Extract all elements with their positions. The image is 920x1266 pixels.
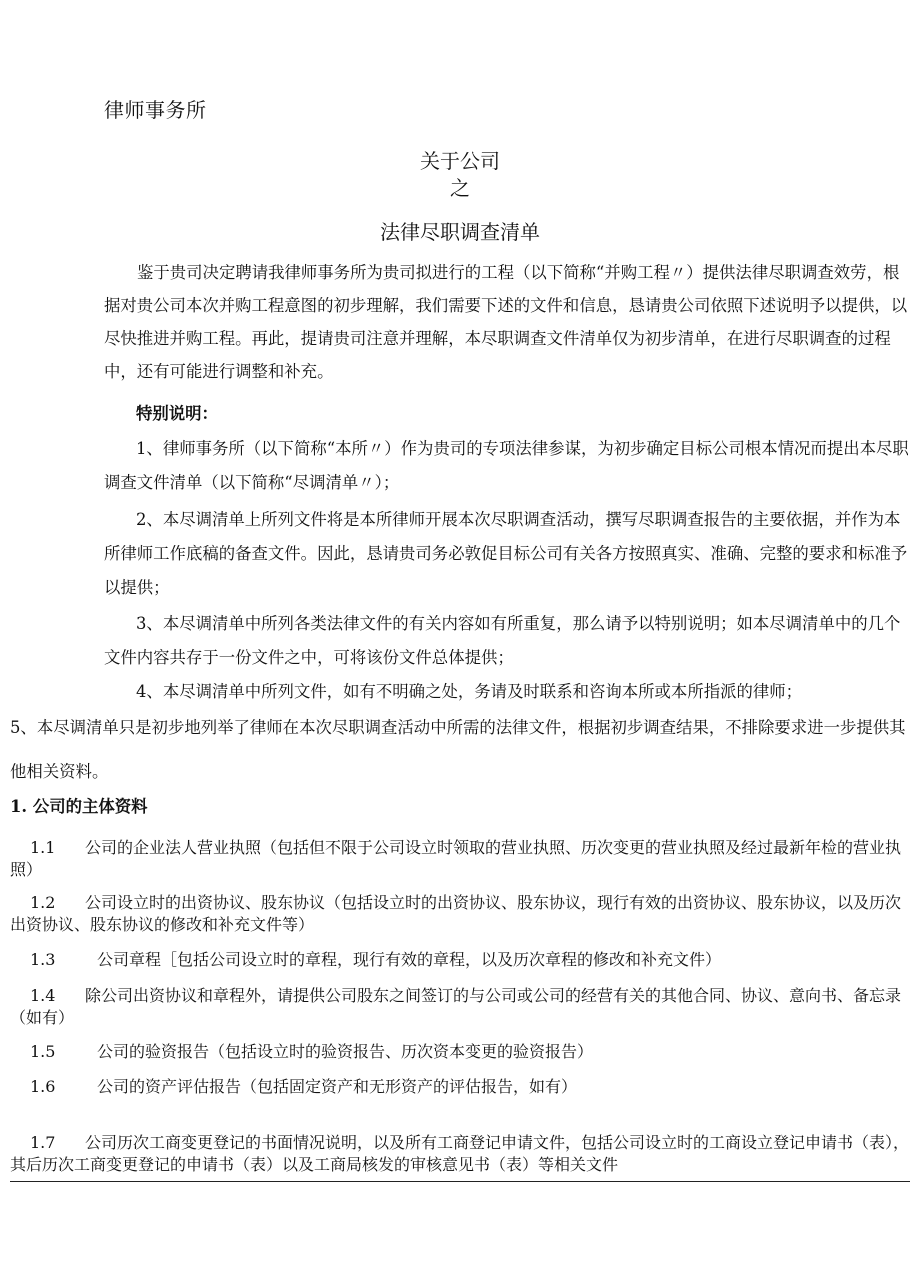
document-title: 法律尽职调查清单 <box>380 220 540 244</box>
list-item <box>10 985 910 1029</box>
horizontal-rule <box>10 1181 910 1182</box>
firm-name: 律师事务所 <box>104 98 207 122</box>
item-number: 1.6 <box>30 1077 56 1096</box>
item-text: 公司设立时的出资协议、股东协议（包括设立时的出资协议、股东协议，现行有效的出资协议、股东协议，以及历次出资协议、股东协议的修改和补充文件等） <box>10 893 902 934</box>
note-4: 4、本尽调清单中所列文件，如有不明确之处，务请及时联系和咨询本所或本所指派的律师； <box>136 682 803 701</box>
note-5: 5、本尽调清单只是初步地列举了律师在本次尽职调查活动中所需的法律文件，根据初步调查结果，不排除要求进一步提供其他相关资料。 <box>10 718 906 781</box>
list-item <box>10 1132 910 1176</box>
item-number: 1.4 <box>30 986 56 1005</box>
item-text: 公司历次工商变更登记的书面情况说明，以及所有工商登记申请文件，包括公司设立时的工商设立登记申请书（表），其后历次工商变更登记的申请书（表）以及工商局核发的审核意见书（表）等相关文件 <box>10 1133 910 1174</box>
list-item <box>10 892 910 936</box>
item-number: 1.3 <box>30 950 56 969</box>
title-line-2: 之 <box>450 176 470 200</box>
note-1: 1、律师事务所（以下简称“本所〃）作为贵司的专项法律参谋，为初步确定目标公司根本情况而提出本尽职调查文件清单（以下简称“尽调清单〃）； <box>104 439 909 492</box>
note-3: 3、本尽调清单中所列各类法律文件的有关内容如有所重复，那么请予以特别说明；如本尽调清单中的几个文件内容共存于一份文件之中，可将该份文件总体提供； <box>104 614 901 667</box>
item-number: 1.7 <box>30 1133 56 1152</box>
section-title: 1. 公司的主体资料 <box>10 797 148 816</box>
list-item <box>10 1041 910 1063</box>
item-number: 1.5 <box>30 1042 56 1061</box>
intro-paragraph: 鉴于贵司决定聘请我律师事务所为贵司拟进行的工程（以下简称“并购工程〃）提供法律尽职调查效劳，根据对贵公司本次并购工程意图的初步理解，我们需要下述的文件和信息，恳请贵公司依照下述说明予以提供，以尽快推进并购工程。再此，提请贵司注意并理解，本尽职调查文件清单仅为初步清单，在进行尽职调查的过程中，还有可能进行调整和补充。 <box>104 263 908 381</box>
list-item <box>10 1076 910 1098</box>
item-text: 除公司出资协议和章程外，请提供公司股东之间签订的与公司或公司的经营有关的其他合同、协议、意向书、备忘录（如有） <box>10 986 902 1027</box>
item-text: 公司章程［包括公司设立时的章程，现行有效的章程，以及历次章程的修改和补充文件） <box>97 950 722 969</box>
item-number: 1.1 <box>30 838 56 857</box>
item-text: 公司的企业法人营业执照（包括但不限于公司设立时领取的营业执照、历次变更的营业执照及经过最新年检的营业执照） <box>10 838 902 879</box>
item-text: 公司的资产评估报告（包括固定资产和无形资产的评估报告，如有） <box>97 1077 578 1096</box>
item-number: 1.2 <box>30 893 56 912</box>
list-item <box>10 949 910 971</box>
list-item <box>10 837 910 881</box>
note-2: 2、本尽调清单上所列文件将是本所律师开展本次尽职调查活动，撰写尽职调查报告的主要依据，并作为本所律师工作底稿的备查文件。因此，恳请贵司务必敦促目标公司有关各方按照真实、准确、完整的要求和标准予以提供； <box>104 510 908 597</box>
special-notes-heading: 特别说明： <box>136 404 218 423</box>
item-text: 公司的验资报告（包括设立时的验资报告、历次资本变更的验资报告） <box>97 1042 594 1061</box>
title-line-1: 关于公司 <box>420 149 500 173</box>
